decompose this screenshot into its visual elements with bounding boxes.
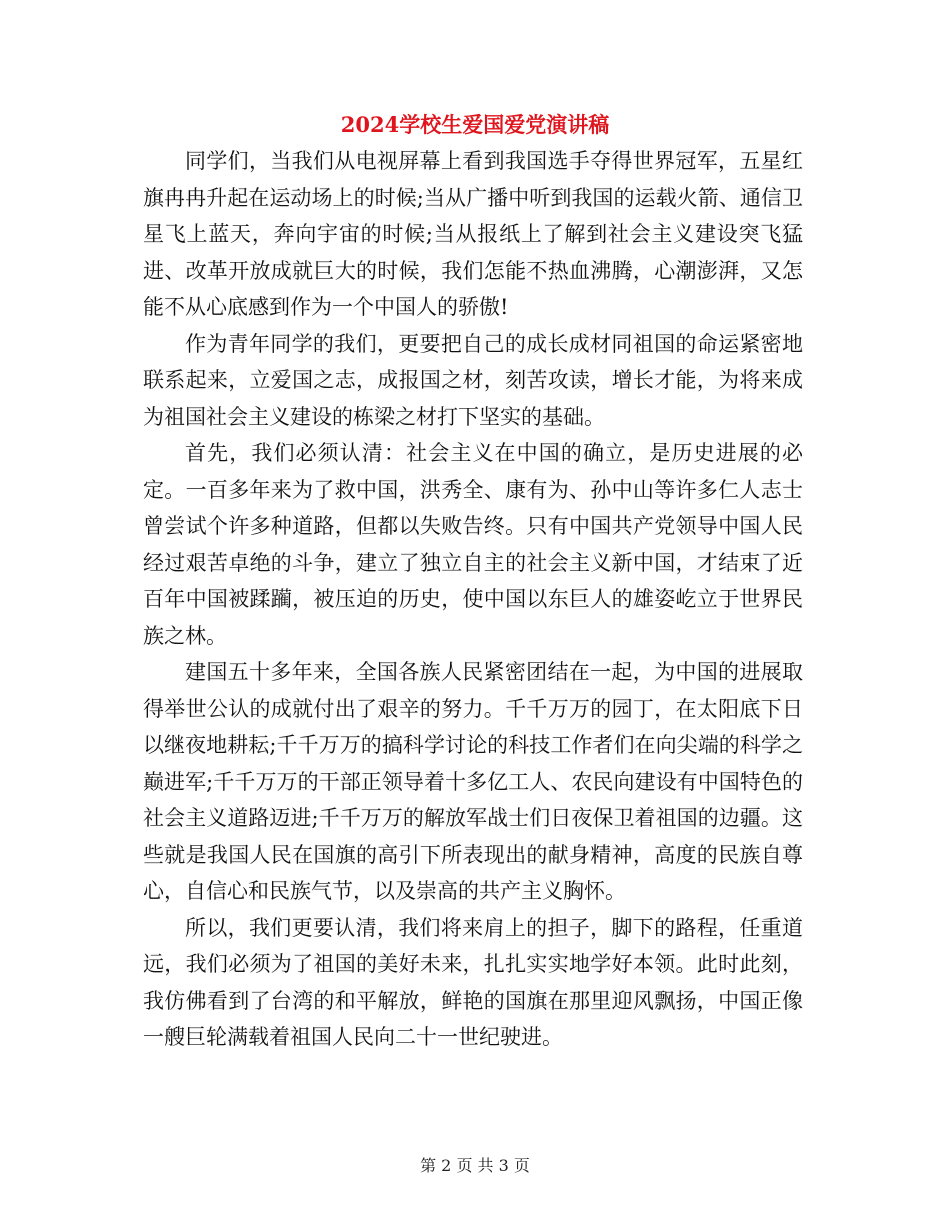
paragraph-3: 首先，我们必须认清：社会主义在中国的确立，是历史进展的必定。一百多年来为了救中国，洪秀全、康有为、孙中山等许多仁人志士曾尝试个许多种道路，但都以失败告终。只有中国共产党领导中国人民经过艰苦卓绝的斗争，建立了独立自主的社会主义新中国，才结束了近百年中国被蹂躏，被压迫的历史，使中国以东巨人的雄姿屹立于世界民族之林。: [143, 441, 803, 648]
footer-total-pages: 3: [498, 1156, 509, 1175]
paragraph-4: 建国五十多年来，全国各族人民紧密团结在一起，为中国的进展取得举世公认的成就付出了艰辛的努力。千千万万的园丁，在太阳底下日以继夜地耕耘;千千万万的搞科学讨论的科技工作者们在向尖端的科学之巅进军;千千万万的干部正领导着十多亿工人、农民向建设有中国特色的社会主义道路迈进;千千万万的解放军战士们日夜保卫着祖国的边疆。这些就是我国人民在国旗的高引下所表现出的献身精神，高度的民族自尊心，自信心和民族气节，以及崇高的共产主义胸怀。: [143, 660, 803, 903]
footer-prefix: 第: [420, 1156, 437, 1175]
footer-middle: 页 共: [456, 1156, 494, 1175]
paragraph-1: 同学们，当我们从电视屏幕上看到我国选手夺得世界冠军，五星红旗冉冉升起在运动场上的时候;当从广播中听到我国的运载火箭、通信卫星飞上蓝天，奔向宇宙的时候;当从报纸上了解到社会主义建设突飞猛进、改革开放成就巨大的时候，我们怎能不热血沸腾，心潮澎湃，又怎能不从心底感到作为一个中国人的骄傲!: [143, 149, 803, 319]
paragraph-5: 所以，我们更要认清，我们将来肩上的担子，脚下的路程，任重道远，我们必须为了祖国的美好未来，扎扎实实地学好本领。此时此刻，我仿佛看到了台湾的和平解放，鲜艳的国旗在那里迎风飘扬，中国正像一艘巨轮满载着祖国人民向二十一世纪驶进。: [143, 915, 803, 1049]
paragraph-2: 作为青年同学的我们，更要把自己的成长成材同祖国的命运紧密地联系起来，立爱国之志，成报国之材，刻苦攻读，增长才能，为将来成为祖国社会主义建设的栋梁之材打下坚实的基础。: [143, 331, 803, 429]
footer-suffix: 页: [513, 1156, 530, 1175]
footer-current-page: 2: [441, 1156, 452, 1175]
document-title: 2024学校生爱国爱党演讲稿: [340, 112, 610, 137]
page-footer: [0, 1154, 950, 1178]
document-body: [143, 143, 803, 1056]
